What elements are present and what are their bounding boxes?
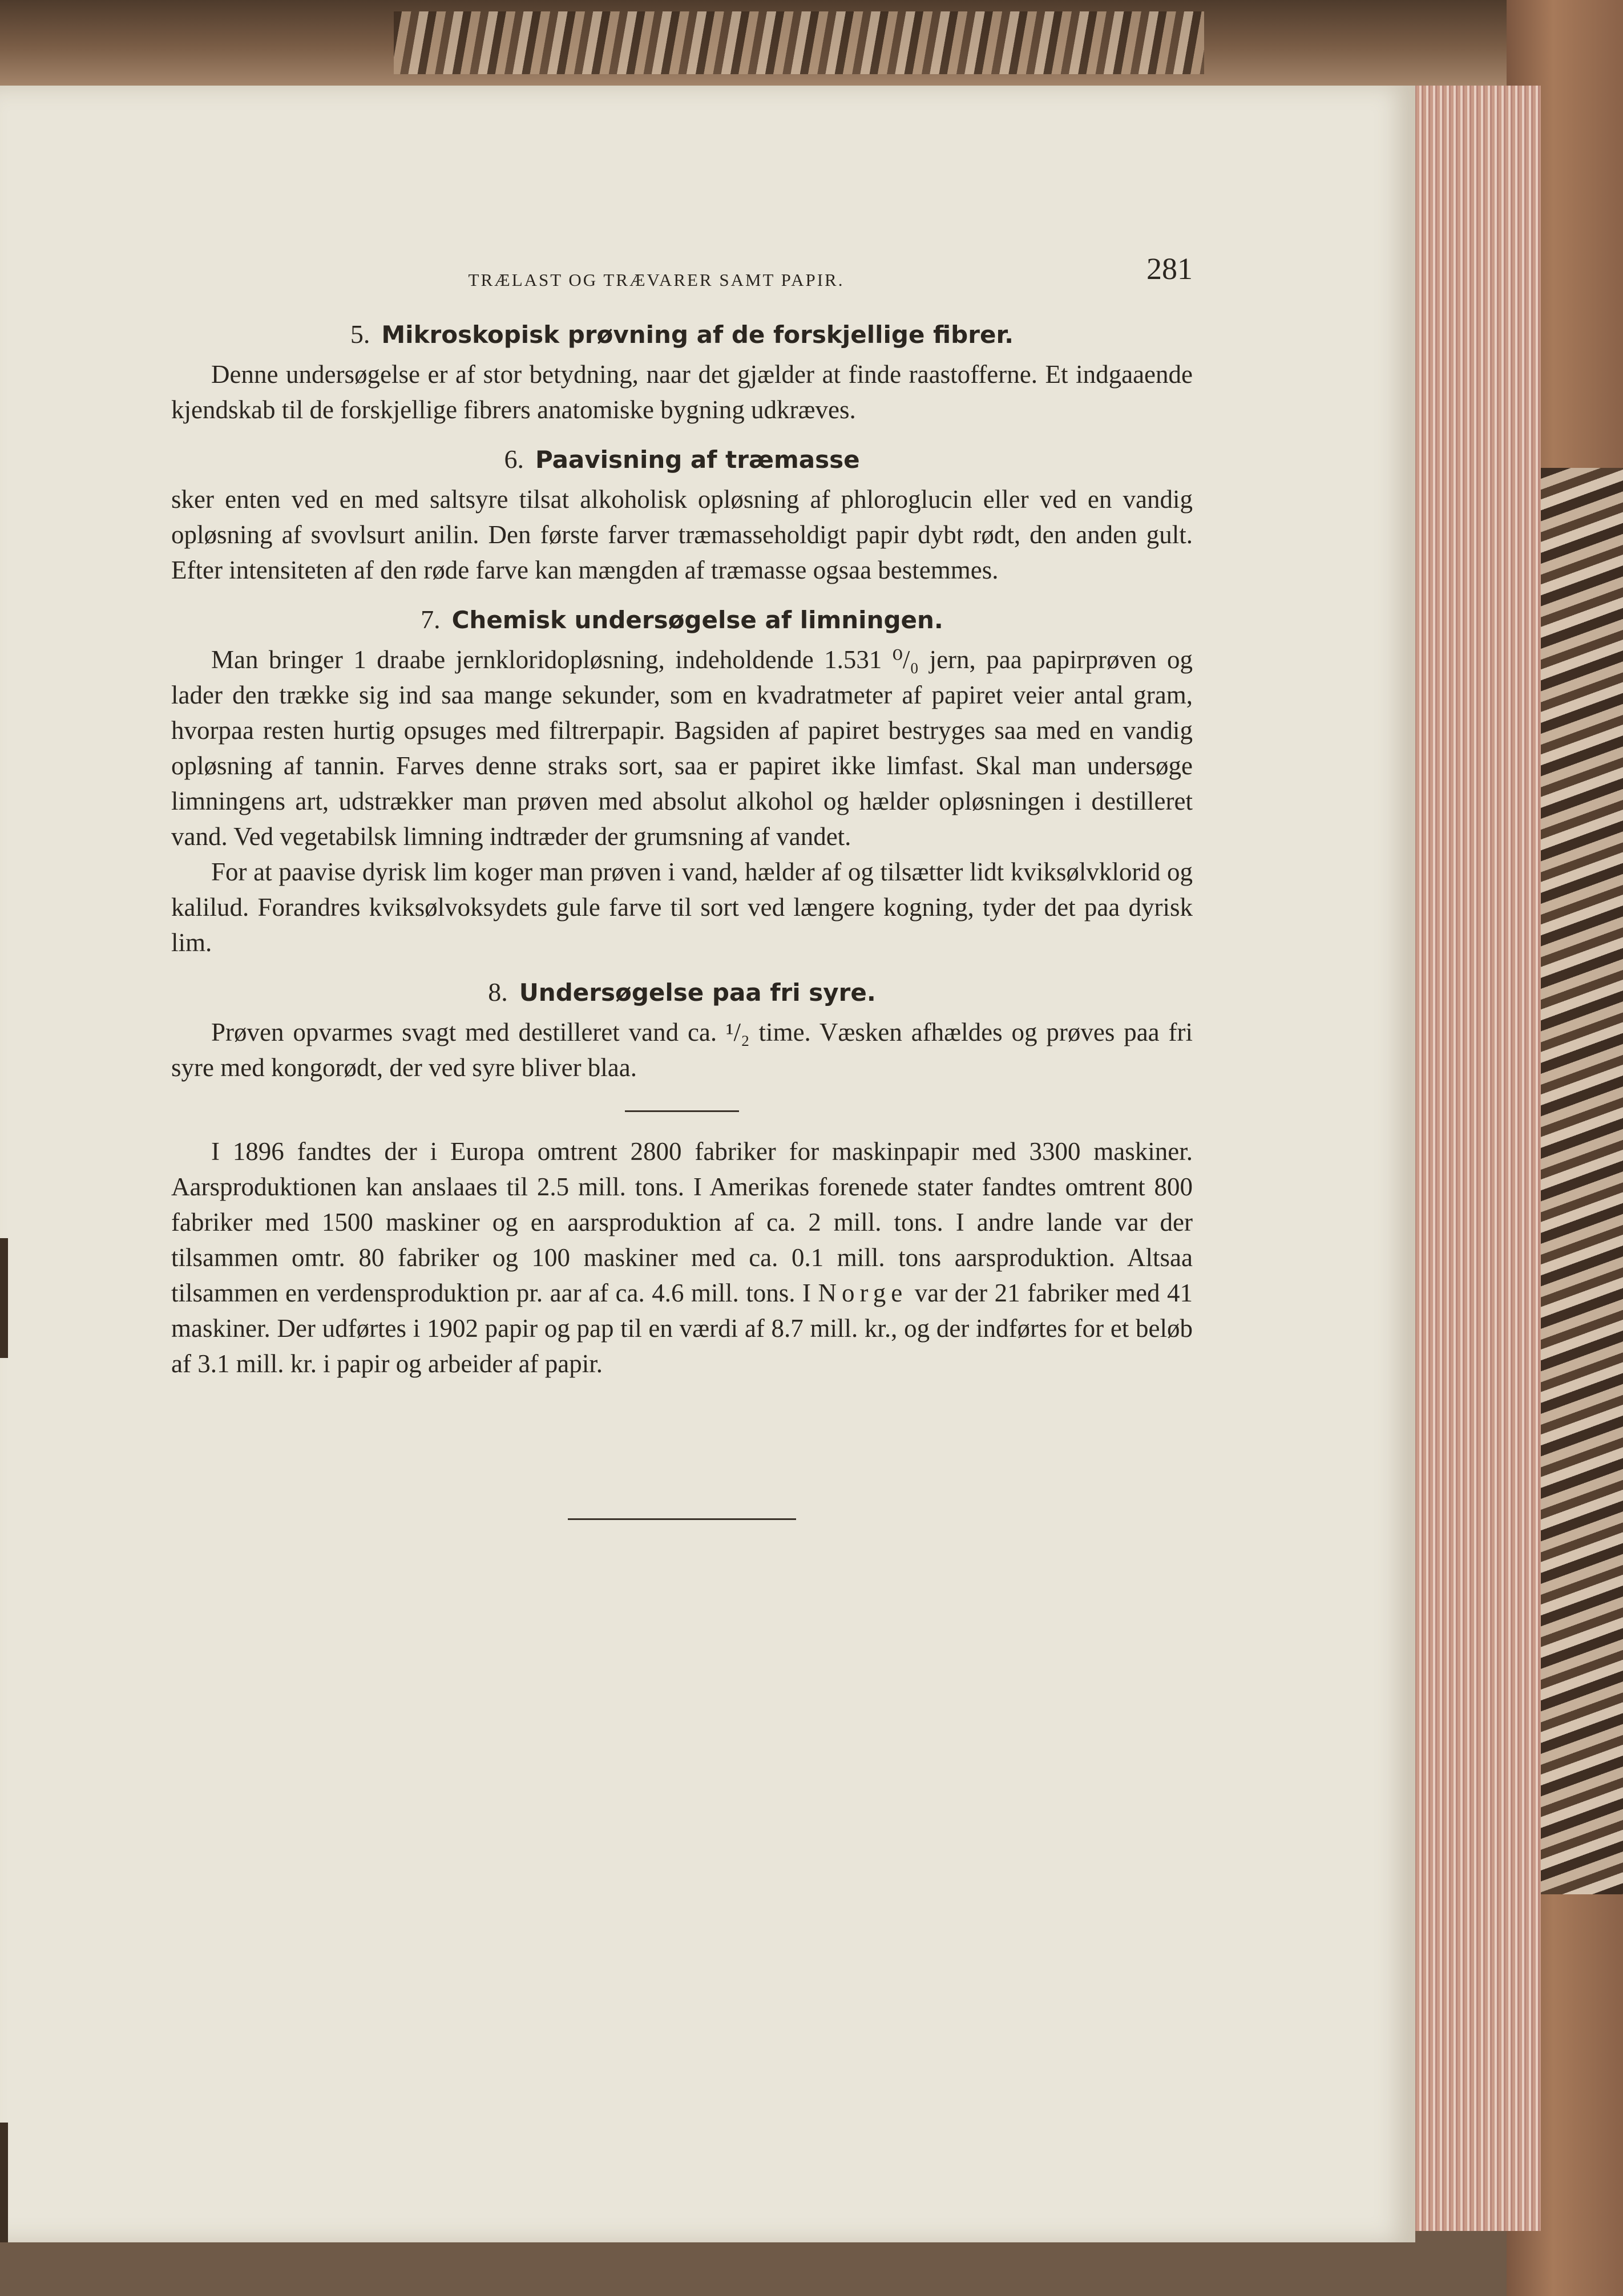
margin-mark <box>0 2123 8 2242</box>
section-heading <box>171 971 1193 1014</box>
section-number: 6. <box>504 444 524 474</box>
section-6 <box>171 438 1193 588</box>
section-title: Paavisning af træmasse <box>535 446 860 474</box>
book-cover-top <box>0 0 1623 86</box>
section-title: Mikroskopisk prøvning af de forskjellige fibrer. <box>381 321 1014 349</box>
paragraph: Prøven opvarmes svagt med destilleret vand ca. ¹/₂ time. Væsken afhældes og prøves paa fri syre med kongorødt, der ved syre bliver blaa. <box>171 1018 1193 1082</box>
closing-text-start: I 1896 fandtes der i Europa omtrent 2800 fabriker for maskinpapir med 3300 maskiner. Aarsproduktionen kan anslaaes til 2.5 mill. tons. I Amerikas forenede stater fandtes omtrent 800 fabriker med 1500 maskiner og en aarsproduktion af ca. 2 mill. tons. I andre lande var der tilsammen omtr. 80 fabriker og 100 maskiner med ca. 0.1 mill. tons aarsproduktion. Altsaa tilsammen en verdensproduktion pr. aar af ca. 4.6 mill. tons. I <box>171 1137 1193 1307</box>
section-7 <box>171 598 1193 960</box>
section-5 <box>171 313 1193 427</box>
section-heading <box>171 598 1193 642</box>
page-content <box>171 251 1193 1520</box>
paragraph: Man bringer 1 draabe jernkloridopløsning, indeholdende 1.531 ⁰/₀ jern, paa papirprøven og lader den trække sig ind saa mange sekunder, som en kvadratmeter af papiret veier antal gram, hvorpaa resten hurtig opsuges med filtrerpapir. Bagsiden af papiret bestryges saa med en vandig opløsning af tannin. Farves denne straks sort, saa er papiret ikke limfast. Skal man undersøge limningens art, udstrækker man prøven med absolut alkohol og hælder opløsningen i destilleret vand. Ved vegetabilsk limning indtræder der grumsning af vandet. <box>171 645 1193 851</box>
section-title: Undersøgelse paa fri syre. <box>519 979 876 1006</box>
section-title: Chemisk undersøgelse af limningen. <box>451 606 943 634</box>
section-divider <box>625 1110 739 1112</box>
marbled-spine-pattern <box>394 11 1204 74</box>
book-page <box>0 86 1415 2242</box>
paragraph: sker enten ved en med saltsyre tilsat alkoholisk opløsning af phloroglucin eller ved en vandig opløsning af svovlsurt anilin. Den første farver træmasseholdigt papir dybt rødt, den anden gult. Efter intensiteten af den røde farve kan mængden af træmasse ogsaa bestemmes. <box>171 485 1193 584</box>
end-rule <box>568 1518 796 1520</box>
marbled-cover-pattern <box>1541 468 1623 1894</box>
closing-paragraph <box>171 1134 1193 1381</box>
section-number: 5. <box>350 320 370 349</box>
margin-mark <box>0 1238 8 1358</box>
section-heading <box>171 313 1193 357</box>
paragraph: For at paavise dyrisk lim koger man prøven i vand, hælder af og tilsætter lidt kviksølvklorid og kalilud. Forandres kviksølvoksydets gule farve til sort ved længere kogning, tyder det paa dyrisk lim. <box>171 858 1193 957</box>
page-number: 281 <box>1146 252 1193 286</box>
closing-text-end: var der 21 fabriker med 41 maskiner. Der udførtes i 1902 papir og pap til en værdi af 8.7 mill. kr., og der indførtes for et beløb af 3.1 mill. kr. i papir og arbeider af papir. <box>171 1279 1193 1378</box>
paragraph: Denne undersøgelse er af stor betydning, naar det gjælder at finde raastofferne. Et indgaaende kjendskab til de forskjellige fibrers anatomiske bygning udkræves. <box>171 360 1193 424</box>
section-8 <box>171 971 1193 1085</box>
section-number: 8. <box>488 977 508 1006</box>
section-number: 7. <box>421 605 441 634</box>
running-title: TRÆLAST OG TRÆVARER SAMT PAPIR. <box>468 270 845 290</box>
running-head <box>171 251 1193 302</box>
spaced-word: Norge <box>818 1279 908 1307</box>
page-edges <box>1410 86 1541 2231</box>
section-heading <box>171 438 1193 482</box>
